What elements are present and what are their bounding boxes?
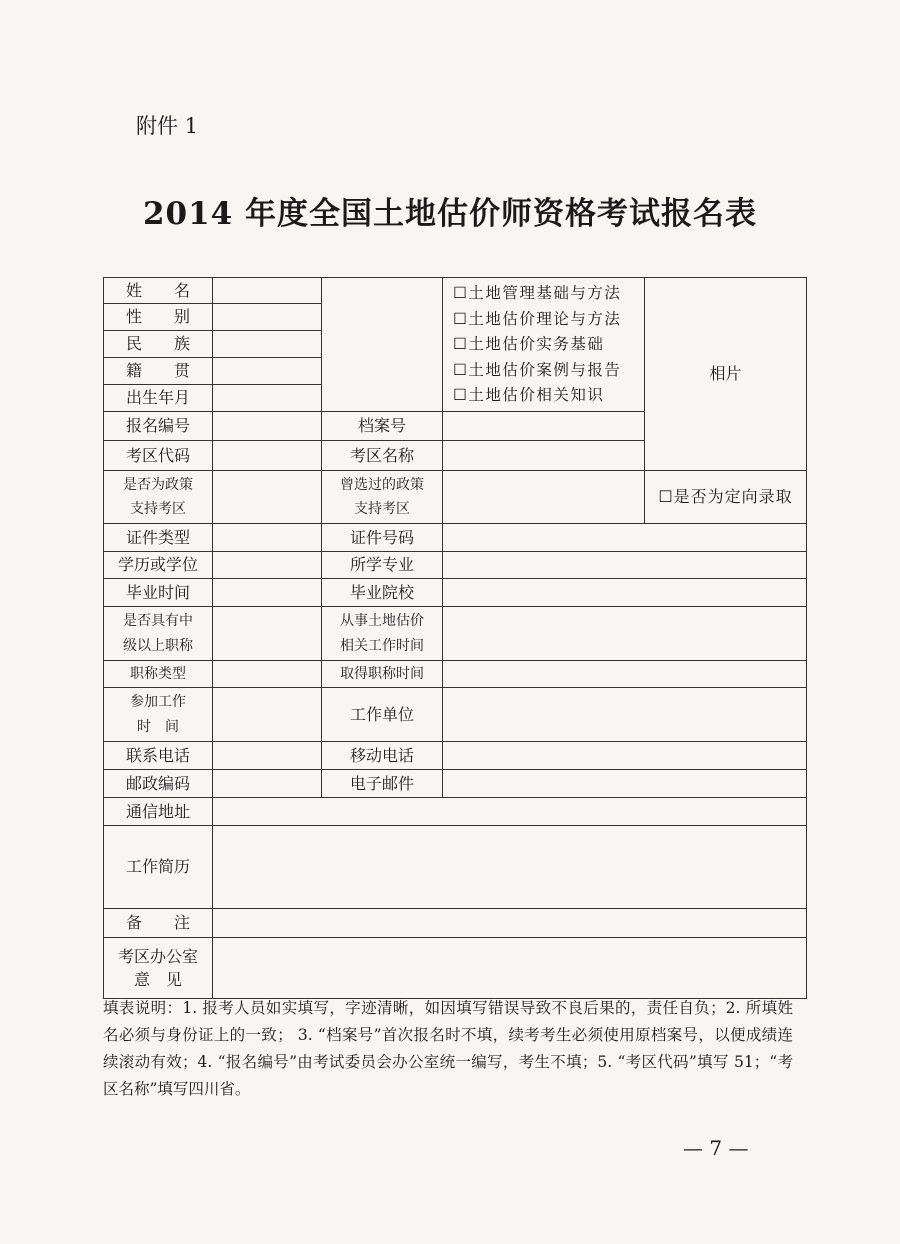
- label-major: 所学专业: [321, 551, 443, 579]
- label-line: 是否具有中: [123, 613, 193, 629]
- label-reg-no: 报名编号: [103, 411, 213, 441]
- label-address: 通信地址: [103, 797, 213, 826]
- label-area-name: 考区名称: [321, 440, 443, 471]
- input-mobile[interactable]: [442, 741, 807, 770]
- page-number: — 7 —: [683, 1136, 749, 1160]
- label-email: 电子邮件: [321, 769, 443, 798]
- input-area-name[interactable]: [442, 440, 645, 471]
- label-mobile: 移动电话: [321, 741, 443, 770]
- page-title: 2014 年度全国土地估价师资格考试报名表: [142, 196, 758, 232]
- label-gender: 性 别: [103, 303, 213, 331]
- label-office-opinion: [103, 937, 213, 999]
- label-line: 是否为政策: [123, 476, 193, 493]
- input-birth-date[interactable]: [212, 384, 322, 412]
- label-policy-area: [103, 470, 213, 524]
- photo-box: 相片: [644, 277, 807, 471]
- label-prev-policy: [321, 470, 443, 524]
- label-title-time: 取得职称时间: [321, 660, 443, 688]
- label-line: 意 见: [133, 970, 182, 989]
- subject-item[interactable]: ☐土地估价案例与报告: [453, 360, 622, 379]
- input-title-type[interactable]: [212, 660, 322, 688]
- input-policy-area[interactable]: [212, 470, 322, 524]
- input-remarks[interactable]: [212, 908, 807, 938]
- label-education: 学历或学位: [103, 551, 213, 579]
- input-area-code[interactable]: [212, 440, 322, 471]
- input-id-no[interactable]: [442, 523, 807, 552]
- input-prev-policy[interactable]: [442, 470, 645, 524]
- label-join-work: [103, 687, 213, 742]
- directed-checkbox[interactable]: ☐是否为定向录取: [644, 470, 807, 524]
- registration-form: [103, 277, 807, 999]
- label-line: 参加工作: [130, 694, 186, 710]
- subject-item[interactable]: ☐土地估价实务基础: [453, 335, 605, 354]
- label-title-type: 职称类型: [103, 660, 213, 688]
- input-address[interactable]: [212, 797, 807, 826]
- input-id-type[interactable]: [212, 523, 322, 552]
- input-title-time[interactable]: [442, 660, 807, 688]
- label-postcode: 邮政编码: [103, 769, 213, 798]
- input-join-work[interactable]: [212, 687, 322, 742]
- input-name[interactable]: [212, 277, 322, 304]
- blank-area: [321, 277, 443, 412]
- input-email[interactable]: [442, 769, 807, 798]
- input-gender[interactable]: [212, 303, 322, 331]
- input-grad-time[interactable]: [212, 578, 322, 607]
- label-name: 姓 名: [103, 277, 213, 304]
- label-line: 相关工作时间: [340, 637, 424, 654]
- input-major[interactable]: [442, 551, 807, 579]
- label-line: 从事土地估价: [340, 613, 424, 629]
- filling-instructions: 填表说明：1. 报考人员如实填写，字迹清晰，如因填写错误导致不良后果的，责任自负；2. 所填姓名必须与身份证上的一致； 3. “档案号”首次报名时不填，续考考生必须使用原档案号，以便成绩连续滚动有效；4. “报名编号”由考试委员会办公室统一编写，考生不填；5. “考区代码”填写 51；“考区名称”填写四川省。: [103, 999, 793, 1098]
- label-native-place: 籍 贯: [103, 357, 213, 385]
- input-native-place[interactable]: [212, 357, 322, 385]
- label-ethnicity: 民 族: [103, 330, 213, 358]
- label-employer: 工作单位: [321, 687, 443, 742]
- label-school: 毕业院校: [321, 578, 443, 607]
- subject-item[interactable]: ☐土地估价理论与方法: [453, 309, 622, 328]
- label-mid-title: [103, 606, 213, 661]
- label-birth-date: 出生年月: [103, 384, 213, 412]
- input-resume[interactable]: [212, 825, 807, 909]
- input-archive-no[interactable]: [442, 411, 645, 441]
- label-resume: 工作简历: [103, 825, 213, 909]
- label-work-years: [321, 606, 443, 661]
- input-work-years[interactable]: [442, 606, 807, 661]
- subject-item[interactable]: ☐土地估价相关知识: [453, 386, 605, 405]
- label-id-no: 证件号码: [321, 523, 443, 552]
- input-reg-no[interactable]: [212, 411, 322, 441]
- subject-item[interactable]: ☐土地管理基础与方法: [453, 284, 622, 303]
- label-archive-no: 档案号: [321, 411, 443, 441]
- input-office-opinion[interactable]: [212, 937, 807, 999]
- input-phone[interactable]: [212, 741, 322, 770]
- label-grad-time: 毕业时间: [103, 578, 213, 607]
- attachment-label: 附件 1: [136, 114, 199, 138]
- label-line: 曾选过的政策: [340, 476, 424, 493]
- input-education[interactable]: [212, 551, 322, 579]
- label-line: 级以上职称: [123, 637, 193, 654]
- label-id-type: 证件类型: [103, 523, 213, 552]
- label-area-code: 考区代码: [103, 440, 213, 471]
- input-postcode[interactable]: [212, 769, 322, 798]
- label-remarks: 备 注: [103, 908, 213, 938]
- label-line: 支持考区: [130, 501, 186, 517]
- input-mid-title[interactable]: [212, 606, 322, 661]
- label-phone: 联系电话: [103, 741, 213, 770]
- input-school[interactable]: [442, 578, 807, 607]
- input-ethnicity[interactable]: [212, 330, 322, 358]
- label-line: 考区办公室: [117, 946, 198, 966]
- label-line: 时 间: [137, 718, 179, 735]
- subject-list: [442, 277, 645, 412]
- label-line: 支持考区: [354, 501, 410, 517]
- input-employer[interactable]: [442, 687, 807, 742]
